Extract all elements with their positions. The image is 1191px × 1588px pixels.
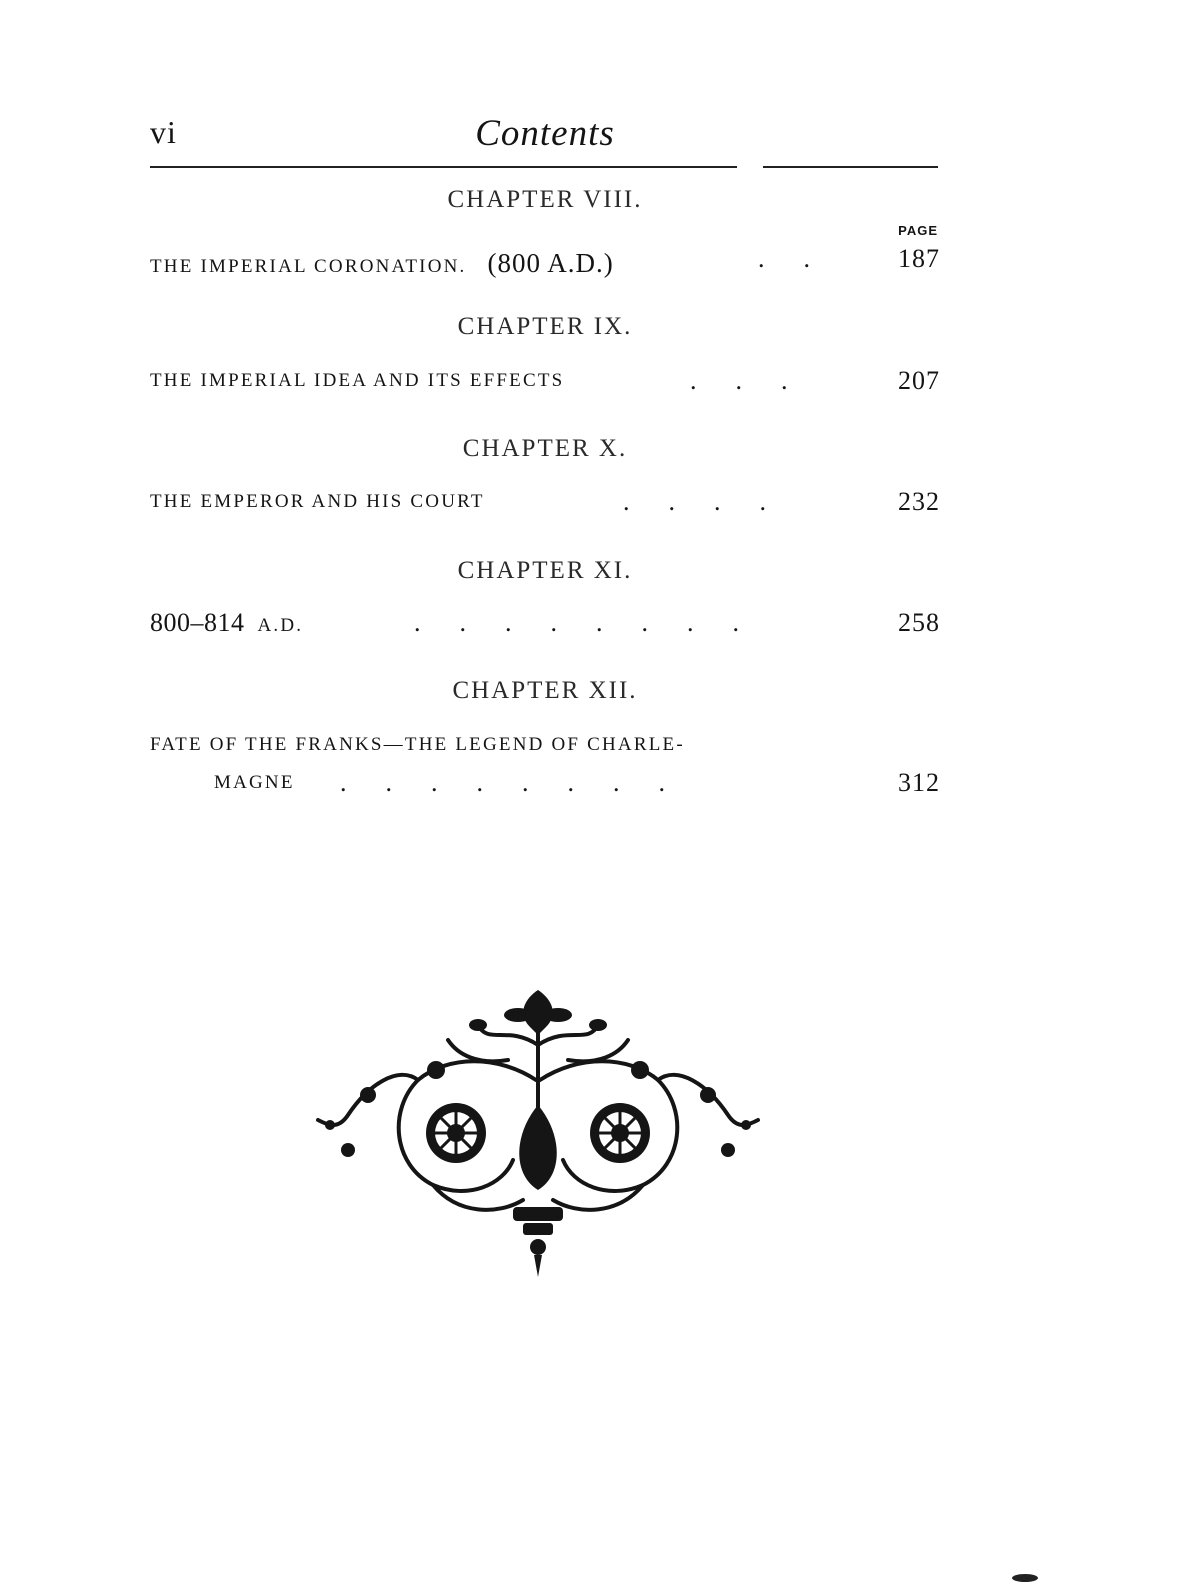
chapter-heading: CHAPTER XII. — [452, 677, 638, 704]
chapter-heading: CHAPTER IX. — [457, 313, 633, 340]
toc-entry-title: THE IMPERIAL IDEA AND ITS EFFECTS — [150, 370, 565, 391]
leader-dots: . . — [758, 244, 810, 273]
page-number: vi — [150, 114, 177, 150]
toc-entry-title — [150, 608, 303, 638]
toc-entry-title-continuation: MAGNE — [214, 772, 295, 793]
toc-entry-page: 187 — [898, 244, 940, 273]
toc-entry-title — [150, 248, 614, 279]
leader-dots: . . . — [690, 366, 788, 395]
toc-entry-page: 312 — [898, 768, 940, 797]
toc-entry[interactable] — [150, 362, 940, 402]
chapter-heading: CHAPTER XI. — [457, 557, 633, 584]
leader-dots: . . . . . . . . — [414, 608, 739, 637]
leader-dots: . . . . — [623, 487, 766, 516]
toc-entry[interactable] — [150, 483, 940, 523]
toc-entry-page: 207 — [898, 366, 940, 395]
toc-entry-title-text: A.D. — [257, 615, 304, 636]
running-head — [150, 104, 940, 154]
toc-entry-title-date: (800 A.D.) — [487, 248, 614, 278]
header-rule-gap — [737, 163, 763, 169]
chapter-heading: CHAPTER X. — [462, 435, 628, 462]
toc-entry-title: FATE OF THE FRANKS—THE LEGEND OF CHARLE- — [150, 734, 685, 755]
ink-speck — [1012, 1574, 1038, 1582]
toc-entry-title-text: THE IMPERIAL CORONATION. — [150, 256, 467, 277]
chapter-heading: CHAPTER VIII. — [447, 186, 643, 213]
header-rule — [150, 166, 938, 168]
toc-entry[interactable] — [150, 240, 940, 280]
toc-entry[interactable] — [150, 604, 940, 644]
toc-entry-title-years: 800–814 — [150, 608, 245, 637]
toc-entry[interactable] — [150, 726, 940, 766]
page-title: Contents — [475, 113, 615, 154]
page-column-label: PAGE — [898, 223, 938, 238]
floral-tailpiece-icon — [308, 985, 768, 1280]
toc-entry-continuation[interactable] — [150, 764, 940, 804]
toc-entry-page: 258 — [898, 608, 940, 637]
toc-entry-title: THE EMPEROR AND HIS COURT — [150, 491, 485, 512]
toc-entry-page: 232 — [898, 487, 940, 516]
leader-dots: . . . . . . . . — [340, 768, 665, 797]
